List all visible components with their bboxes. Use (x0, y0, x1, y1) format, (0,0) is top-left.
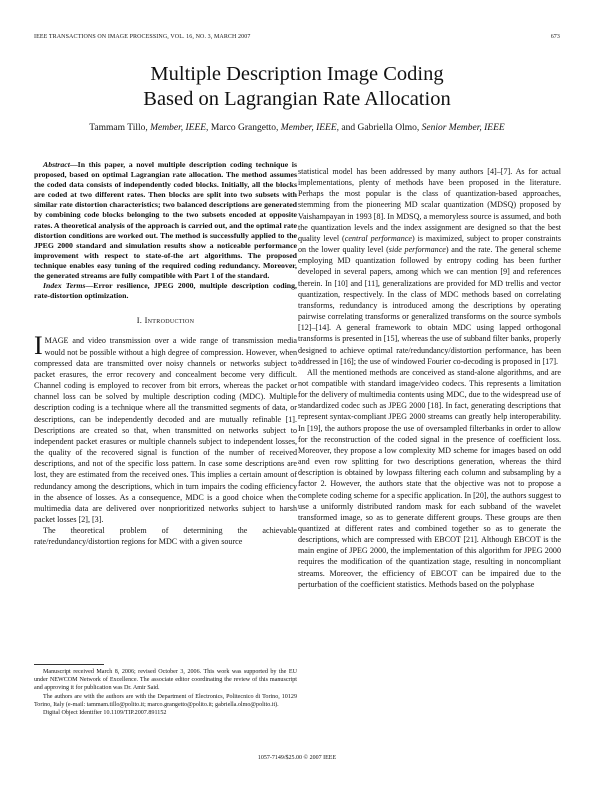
right-paragraph-2: All the mentioned methods are conceived as stand-alone algorithms, and are not compatible with standard image/video codecs. This represents a limitation for the delivery of multimedia contents using MDC, due to the widespread use of standardized codec such as JPEG 2000 [18]. In fact, generating descriptions that represent syntax-compliant JPEG 2000 streams can greatly help interoperability. In [19], the authors propose the use of oversampled filterbanks in order to allow for the reconstruction of the coded signal in the presence of coefficient loss. Moreover, they propose a low complexity MD scheme for images based on odd and even row splitting for two descriptions generation, whereas the third description is obtained by lowpass filtering each column and subsampling by a factor 2. However, the authors state that the objective was not to propose a complete coding scheme for a specific application. In [20], the authors suggest to use a uniformly distributed random mask for each subband of the wavelet transformed image, so as to generate different groups. These groups are then quantized at different rates and combined together so as to generate the descriptions, which are compressed with EBCOT [21]. Although EBCOT is the main engine of JPEG 2000, the implementation of this algorithm for JPEG 2000 requires the modification of the quantization stage, resulting in noncompliant streams. Moreover, the efficiency of EBCOT can be impaired due to the perturbation of the coefficient statistics. Methods based on the polyphase (298, 367, 561, 589)
author-2: Marco Grangetto, (210, 123, 279, 133)
right-paragraph-1 (298, 166, 561, 367)
abstract (34, 160, 297, 281)
intro-paragraph-1-text: MAGE and video transmission over a wide range of transmission media would not be possible without a high degree of compression. However, when compressed data are transmitted over noisy channels or networks subject to packet erasures, the error recovery and concealment become very difficult. Channel coding is employed to recover from bit errors, whereas the packet or channel loss can be solved by multiple description coding (MDC). Multiple description coding is a technique where all the transmitted segments of data, or descriptions, can be independently decoded and are mutually refinable [1]. Descriptions are created so that, when transmitted on networks subject to independent packet erasures or multiple channels subject to independent losses, the quality of the recovered signal is function of the number of received descriptions, and not of the specific loss pattern. In case some descriptions are lost, they are estimated from the received ones. This implies a certain amount of redundancy among the descriptions, which in turn impairs the coding efficiency in the absence of losses. As a consequence, MDC is a good choice when the multimedia data are delivered over nonprioritized networks subject to harsh packet losses [2], [3]. (34, 336, 297, 524)
author-3: Gabriella Olmo, (357, 123, 420, 133)
author-2-role: Member, IEEE, (280, 123, 340, 133)
author-3-role: Senior Member, IEEE (421, 123, 505, 133)
paper-title (0, 62, 594, 112)
title-line-1: Multiple Description Image Coding (150, 63, 444, 85)
footnote-manuscript: Manuscript received March 8, 2006; revised October 3, 2006. This work was supported by the EU under NEWCOM Network of Excellence. The associate editor coordinating the review of this manuscript and approving it for publication was Dr. Amir Said. (34, 669, 297, 692)
section-heading (34, 315, 297, 326)
journal-name: IEEE TRANSACTIONS ON IMAGE PROCESSING, VOL. 16, NO. 3, MARCH 2007 (34, 34, 251, 40)
author-1-role: Member, IEEE, (150, 123, 209, 133)
intro-paragraph-2: The theoretical problem of determining the achievable rate/redundancy/distortion regions for MDC with a given source (34, 526, 297, 547)
footnote-affiliation: The authors are with the authors are with the Department of Electronics, Politecnico di Torino, 10129 Torino, Italy (e-mail: tammam.tillo@polito.it; marco.grangetto@polito.it; gabriella.olmo@polito.it). (34, 693, 297, 708)
copyright-line: 1057-7149/$25.00 © 2007 IEEE (257, 755, 337, 761)
title-line-2: Based on Lagrangian Rate Allocation (143, 88, 451, 110)
author-conjunction: and (341, 123, 356, 133)
right-column (298, 166, 561, 590)
page-number: 673 (550, 34, 560, 40)
footnote-rule (34, 664, 104, 665)
intro-paragraph-1 (34, 331, 297, 525)
section-number: I. (136, 316, 143, 326)
right-paragraph-1-part-c: ) and the rate. The general scheme employing MD quantization followed by entropy coding has been further developed in several papers, among which we can mention [9] and references therein. In [10] and [11], generalizations are provided for MD trellis and vector quantization, respectively. In the class of MDC methods based on correlating transforms, redundancy is introduced among the descriptions by operating pairwise correlating transforms or generalized transforms on the source symbols [12]–[14]. A general framework to obtain MDC using lapped orthogonal transforms is presented in [15], whereas the use of subband filter banks, properly designed to achieve optimal rate/redundancy/distortion performance, has been addressed in [16]; the use of windowed Fourier co-decoding is proposed in [17]. (298, 245, 561, 366)
footnote-doi: Digital Object Identifier 10.1109/TIP.2007.891152 (43, 710, 167, 717)
drop-cap: I (34, 331, 43, 361)
right-paragraph-1-part-b: ) is maximized, subject to proper constraints on the lower quality level ( (298, 233, 561, 255)
section-title: Introduction (144, 316, 195, 326)
abstract-text: —In this paper, a novel multiple description coding technique is proposed, based on optimal Lagrangian rate allocation. The method assumes the coded data consists of independently coded blocks. Initially, all the blocks are coded at two different rates. Then blocks are split into two subsets with similar rate distortion characteristics; two balanced descriptions are generated by combining code blocks belonging to the two subsets encoded at opposite rates. A theoretical analysis of the approach is carried out, and the optimal rate distortion conditions are worked out. The method is successfully applied to the JPEG 2000 standard and simulation results show a noticeable performance improvement with respect to state-of-the art algorithms. The proposed technique enables easy tuning of the required coding redundancy. Moreover, the generated streams are fully compatible with Part 1 of the standard. (34, 160, 297, 281)
abstract-label: Abstract (43, 160, 70, 169)
index-terms-label: Index Terms (43, 281, 86, 291)
index-terms (34, 281, 297, 301)
right-paragraph-1-part-a: statistical model has been addressed by many authors [4]–[7]. As for actual implementations, plenty of methods have been proposed in the literature. Perhaps the most popular is the class of quantization-based approaches, stemming from the pioneering MD scalar quantization (MDSQ) proposed by Vaishampayan in 1993 [8]. In MDSQ, a memoryless source is assumed, and both the quantization levels and the index assignment are designed so that the best quality level ( (298, 167, 561, 243)
side-performance-term: side performance (388, 245, 446, 255)
author-list (0, 123, 594, 133)
running-header (34, 34, 560, 44)
author-1: Tammam Tillo, (89, 123, 148, 133)
index-terms-text: —Error resilience, JPEG 2000, multiple description coding, rate-distortion optimization. (34, 281, 297, 301)
left-column (34, 160, 297, 547)
central-performance-term: central performance (344, 233, 412, 243)
footnote-block (34, 668, 297, 717)
